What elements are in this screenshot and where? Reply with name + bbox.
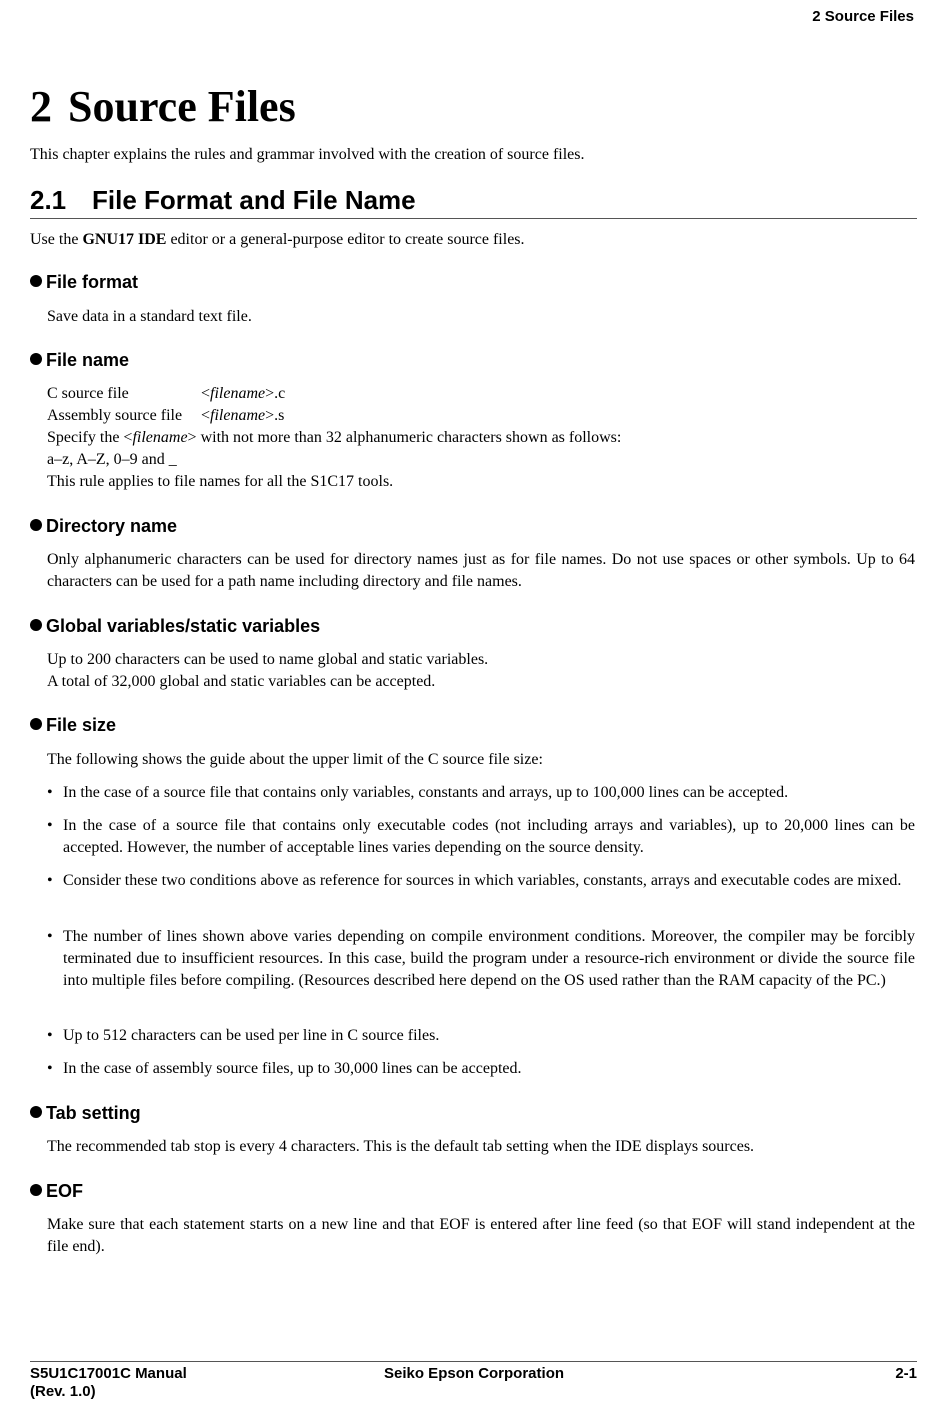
filename-placeholder: filename (132, 429, 188, 446)
list-item-text: In the case of a source file that contains only executable codes (not including arrays and variables), up to 20,000 lines can be accepted. However, the number of acceptable lines varies depending on the source density. (63, 817, 915, 856)
filename-placeholder: filename (210, 407, 266, 424)
file-extension: >.s (265, 407, 285, 424)
subheading-text: Tab setting (46, 1103, 141, 1123)
subheading-file-size (30, 713, 116, 737)
page-footer (30, 1361, 917, 1400)
bullet-icon: • (47, 872, 53, 889)
eof-text: Make sure that each statement starts on a new line and that EOF is entered after line feed (so that EOF will stand independent at the file end). (47, 1216, 915, 1255)
directory-name-text: Only alphanumeric characters can be used for directory names just as for file names. Do not use spaces or other symbols. Up to 64 characters can be used for a path name including directory and file names. (47, 551, 915, 590)
file-size-intro: The following shows the guide about the upper limit of the C source file size: (47, 751, 543, 768)
subheading-global-variables (30, 614, 320, 638)
subheading-file-format (30, 270, 138, 294)
section-intro-text-a: Use the (30, 231, 83, 248)
bullet-dot-icon (30, 353, 42, 365)
angle-open: < (201, 385, 211, 402)
bullet-dot-icon (30, 1106, 42, 1118)
file-type-row (47, 383, 285, 405)
list-item (47, 815, 915, 859)
subheading-text: Global variables/static variables (46, 616, 321, 636)
global-vars-line-1: Up to 200 characters can be used to name global and static variables. (47, 651, 489, 668)
file-extension: >.c (265, 385, 286, 402)
footer-company: Seiko Epson Corporation (384, 1365, 565, 1382)
bullet-dot-icon (30, 1184, 42, 1196)
footer-revision: (Rev. 1.0) (30, 1383, 96, 1400)
subheading-eof (30, 1179, 83, 1203)
subheading-text: File size (46, 715, 117, 735)
bullet-dot-icon (30, 275, 42, 287)
filename-placeholder: filename (210, 385, 266, 402)
file-name-rule: This rule applies to file names for all the S1C17 tools. (47, 473, 394, 490)
bullet-icon: • (47, 1060, 53, 1077)
chapter-title (30, 78, 296, 136)
spec-text-a: Specify the < (47, 429, 133, 446)
list-item (47, 870, 915, 892)
bullet-dot-icon (30, 519, 42, 531)
chapter-intro: This chapter explains the rules and grammar involved with the creation of source files. (30, 146, 585, 163)
section-intro (30, 229, 525, 251)
angle-open: < (201, 407, 211, 424)
bullet-dot-icon (30, 718, 42, 730)
subheading-file-name (30, 348, 129, 372)
ide-name: GNU17 IDE (82, 231, 167, 248)
allowed-characters: a–z, A–Z, 0–9 and _ (47, 451, 177, 468)
list-item-text: Up to 512 characters can be used per line in C source files. (63, 1027, 440, 1044)
subheading-directory-name (30, 514, 177, 538)
chapter-number: 2 (30, 82, 52, 131)
global-vars-line-2: A total of 32,000 global and static variables can be accepted. (47, 673, 436, 690)
section-title: File Format and File Name (92, 185, 416, 215)
spec-text-b: > with not more than 32 alphanumeric characters shown as follows: (187, 429, 622, 446)
subheading-text: File format (46, 272, 139, 292)
bullet-icon: • (47, 1027, 53, 1044)
subheading-text: EOF (46, 1181, 84, 1201)
subheading-text: Directory name (46, 516, 178, 536)
list-item-text: In the case of a source file that contains only variables, constants and arrays, up to 100,000 lines can be accepted. (63, 784, 789, 801)
list-item-text: The number of lines shown above varies depending on compile environment conditions. Moreover, the compiler may be forcibly terminated due to insufficient resources. In this case, build the program under a resource-rich environment or divide the source file into multiple files before compiling. (Resources described here depend on the OS used rather than the RAM capacity of the PC.) (63, 928, 915, 989)
subheading-tab-setting (30, 1101, 141, 1125)
page-number: 2-1 (895, 1365, 917, 1382)
chapter-title-text: Source Files (68, 82, 296, 131)
running-header: 2 Source Files (812, 8, 914, 25)
list-item (47, 926, 915, 992)
file-format-text: Save data in a standard text file. (47, 308, 252, 325)
tab-setting-text: The recommended tab stop is every 4 characters. This is the default tab setting when the IDE displays sources. (47, 1138, 755, 1155)
section-number: 2.1 (30, 185, 67, 215)
file-type-row (47, 405, 284, 427)
bullet-icon: • (47, 784, 53, 801)
bullet-dot-icon (30, 619, 42, 631)
footer-manual-name: S5U1C17001C Manual (30, 1365, 187, 1382)
list-item (47, 1025, 915, 1047)
footer-manual-info (30, 1365, 187, 1401)
list-item-text: Consider these two conditions above as reference for sources in which variables, constants, arrays and executable codes are mixed. (63, 872, 902, 889)
file-type-label: Assembly source file (47, 407, 183, 424)
section-heading (30, 184, 917, 219)
file-type-label: C source file (47, 385, 129, 402)
bullet-icon: • (47, 817, 53, 834)
list-item (47, 1058, 915, 1080)
subheading-text: File name (46, 350, 130, 370)
list-item-text: In the case of assembly source files, up to 30,000 lines can be accepted. (63, 1060, 522, 1077)
file-name-spec (47, 427, 621, 449)
bullet-icon: • (47, 928, 53, 945)
section-intro-text-b: editor or a general-purpose editor to create source files. (166, 231, 525, 248)
list-item (47, 782, 915, 804)
